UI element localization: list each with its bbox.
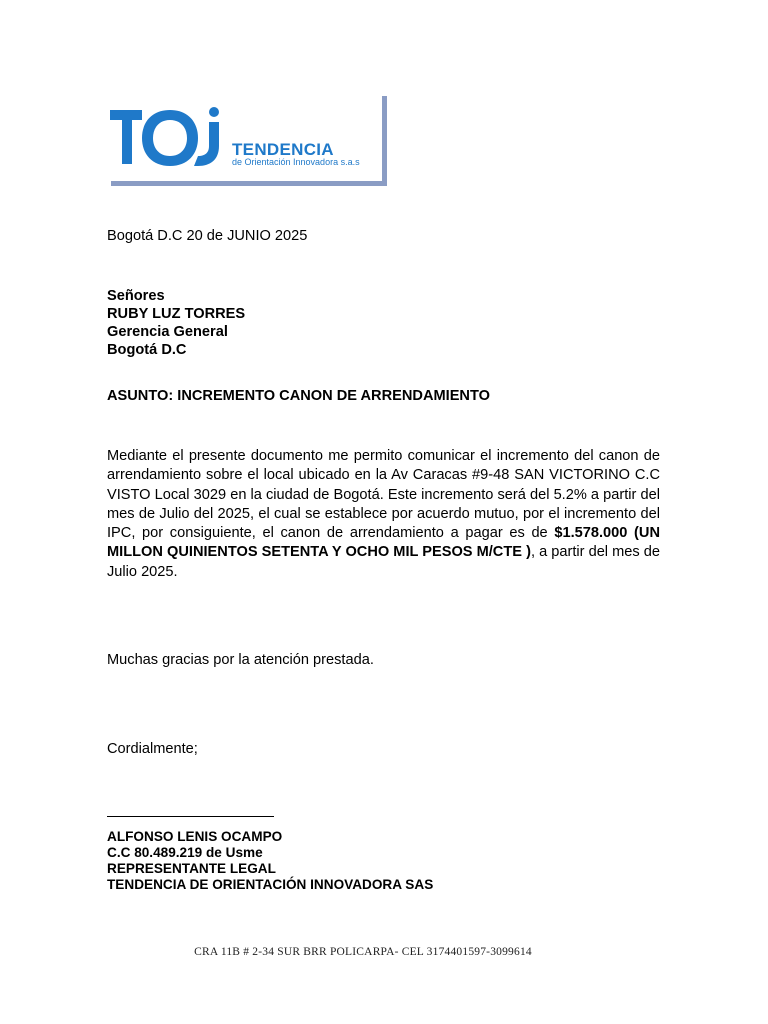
letter-subject: ASUNTO: INCREMENTO CANON DE ARRENDAMIENTO (107, 388, 490, 404)
footer-address: CRA 11B # 2-34 SUR BRR POLICARPA- CEL 3174401597-3099614 (194, 946, 532, 958)
letter-body (107, 447, 660, 582)
letter-closing: Cordialmente; (107, 741, 198, 757)
body-text-part2: , a partir del mes de Julio 2025. (107, 544, 660, 580)
recipient-position: Gerencia General (107, 324, 228, 340)
body-amount: $1.578.000 (UN MILLON QUINIENTOS SETENTA Y OCHO MIL PESOS M/CTE ) (107, 525, 660, 561)
signer-id: C.C 80.489.219 de Usme (107, 845, 263, 860)
logo-frame-right (382, 96, 387, 186)
logo-frame-bottom (111, 181, 387, 186)
recipient-salutation: Señores (107, 288, 165, 304)
company-logo-mark (108, 106, 226, 170)
letter-date: Bogotá D.C 20 de JUNIO 2025 (107, 228, 308, 244)
recipient-name: RUBY LUZ TORRES (107, 306, 246, 322)
recipient-city: Bogotá D.C (107, 342, 187, 358)
recipient-block (107, 287, 660, 359)
signer-role: REPRESENTANTE LEGAL (107, 861, 276, 876)
logo-brand-name: TENDENCIA (232, 140, 334, 159)
letter-thanks: Muchas gracias por la atención prestada. (107, 652, 374, 668)
signer-block (107, 829, 660, 893)
signature-line (107, 816, 274, 817)
body-text-part1: Mediante el presente documento me permito comunicar el incremento del canon de arrendamiento sobre el local ubicado en la Av Caracas #9-48 SAN VICTORINO C.C VISTO Local 3029 en la ciudad de Bogotá. Este incremento será del 5.2% a partir del mes de Julio del 2025, el cual se establece por acuerdo mutuo, por el incremento del IPC, por consiguiente, el canon de arrendamiento a pagar es de (107, 448, 660, 542)
signer-company: TENDENCIA DE ORIENTACIÓN INNOVADORA SAS (107, 877, 434, 892)
signer-name: ALFONSO LENIS OCAMPO (107, 829, 283, 844)
logo-brand-subtitle: de Orientación Innovadora s.a.s (232, 157, 360, 167)
